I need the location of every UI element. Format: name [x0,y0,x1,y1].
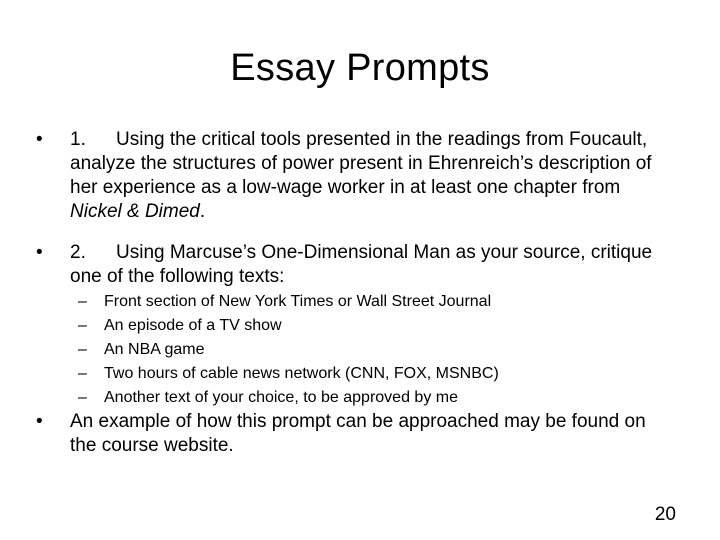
dash-marker: – [78,317,87,334]
bullet-marker: • [36,129,43,150]
bullet-item-3 [36,410,676,458]
sub-item-text: Another text of your choice, to be approved by me [104,389,458,406]
sub-item-text: Two hours of cable news network (CNN, FOX, MSNBC) [104,365,499,382]
dash-marker: – [78,365,87,382]
slide-title: Essay Prompts [230,47,490,89]
sub-list [78,290,678,410]
page-number: 20 [654,504,676,525]
sub-item [78,314,678,338]
sub-item [78,386,678,410]
sub-item-text: Front section of New York Times or Wall Street Journal [104,293,492,310]
book-title: Nickel & Dimed [70,201,200,222]
sub-item [78,362,678,386]
sub-item [78,290,678,314]
bullet-text: An example of how this prompt can be approached may be found on the course website. [70,411,646,456]
sub-item-text: An episode of a TV show [104,317,282,334]
bullet-body-end: . [199,201,206,222]
bullet-text [70,128,676,224]
bullet-number: 1. [70,129,86,150]
bullet-item-1 [36,128,676,224]
bullet-body: Using Marcuse’s One-Dimensional Man as your source, critique one of the following texts: [70,242,653,287]
dash-marker: – [78,341,87,358]
sub-item [78,338,678,362]
dash-marker: – [78,389,87,406]
bullet-marker: • [36,411,43,432]
bullet-marker: • [36,242,43,263]
bullet-body: Using the critical tools presented in the readings from Foucault, analyze the structures of power present in Ehrenreich’s description of her experience as a low-wage worker in at least one chapter from [70,129,652,198]
dash-marker: – [78,293,87,310]
bullet-text [70,241,676,289]
bullet-number: 2. [70,242,86,263]
sub-item-text: An NBA game [104,341,205,358]
bullet-item-2 [36,241,676,289]
